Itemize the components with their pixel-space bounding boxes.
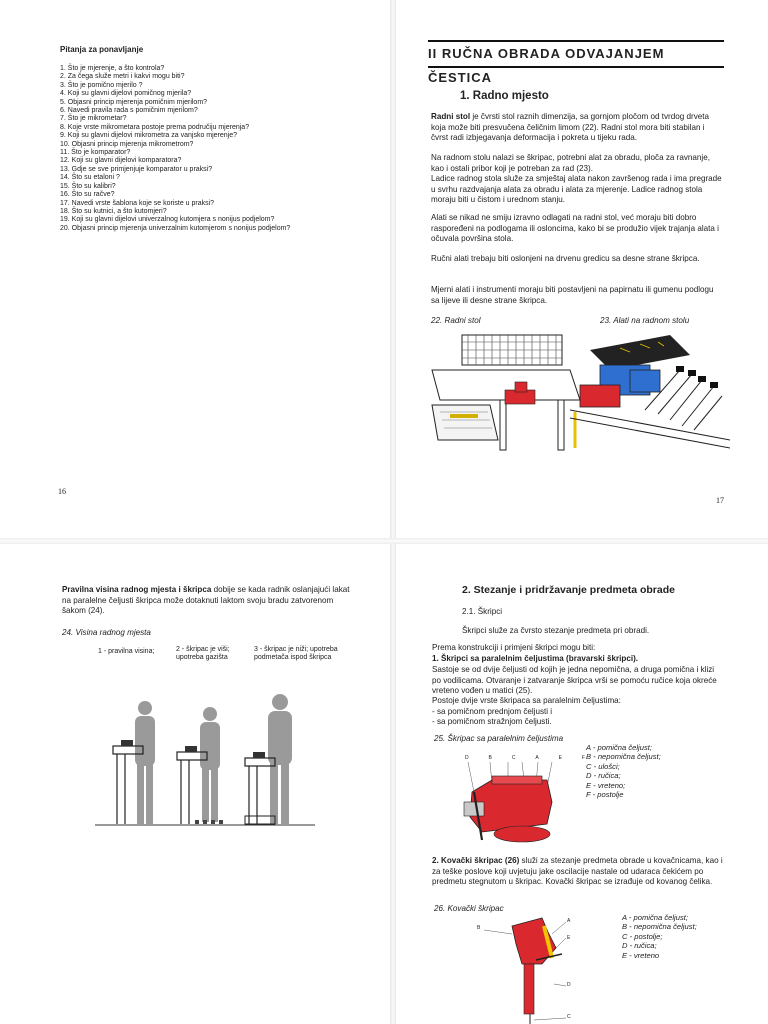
figure-25-letter: B [488,755,492,761]
figure-25-letter: D [465,755,469,761]
question-item: 17. Navedi vrste šablona koje se koriste u praksi? [60,199,215,207]
question-item: 18. Što su kutnici, a što kutomjeri? [60,207,167,215]
question-item: 11. Što je komparator? [60,149,131,157]
figure-24-label-3: 3 - škripac je niži; upotreba podmetača ispod škripca [254,646,338,662]
figure-23-caption: 23. Alati na radnom stolu [600,316,690,325]
question-item: 1. Što je mjerenje, a što kontrola? [60,65,165,72]
figure-26-letter-a: A [567,918,571,924]
figure-25-legend-item: D - ručica; [586,771,621,781]
figure-24-caption: 24. Visina radnog mjesta [62,628,151,637]
question-item: 6. Navedi pravila rada s pomičnim mjerilom? [60,107,198,115]
paragraph-konstrukcija: Prema konstrukciji i primjeni škripci mogu biti: [432,643,596,652]
figure-25-legend-item: A - pomična čeljust; [586,743,652,752]
paragraph-visina [62,585,356,617]
question-item: 19. Koji su glavni dijelovi univerzalnog kutomjera s nonijus podjelom? [60,216,275,224]
figure-25-letter: E [558,755,562,761]
paragraph-mjerni-alati: Mjerni alati i instrumenti moraju biti postavljeni na papirnatu ili gumenu podlogu sa lijeve ili desne strane škripca. [431,285,714,305]
paragraph-odlaganje: Alati se nikad ne smiju izravno odlagati na radni stol, već moraju biti dobro raspoređeni na podlogama ili osloncima, kako bi se produžio vijek trajanja alata i očuvala površina stola. [431,213,719,244]
section-title-radno-mjesto: 1. Radno mjesto [460,90,549,102]
figure-25-legend-item: B - nepomična čeljust; [586,752,661,762]
figure-26-legend-item: A - pomična čeljust; [622,913,688,922]
paragraph-na-stolu: Na radnom stolu nalazi se škripac, potrebni alat za obradu, ploča za ravnanje, kao i ostali pribor koji je potreban za rad (23). [431,153,710,173]
question-item: 9. Koji su glavni dijelovi mikrometra za vanjsko mjerenje? [60,132,238,140]
figure-26-letter-b: B [477,925,481,931]
option-straznja: - sa pomičnom stražnjom čeljusti. [432,717,552,726]
paragraph-skripci-sluze: Škripci služe za čvrsto stezanje predmeta pri obradi. [462,626,650,635]
item-paralelni-skripci: 1. Škripci sa paralelnim čeljustima (bravarski škripci). [432,654,639,663]
page-number-17: 17 [716,496,724,505]
figure-26-letter-c: C [567,1014,571,1020]
figure-26-legend-item: C - postolje; [622,931,663,941]
term-pravilna-visina: Pravilna visina radnog mjesta i škripca [62,585,212,594]
figure-25-caption: 25. Škripac sa paralelnim čeljustima [434,734,564,743]
question-item: 10. Objasni princip mjerenja mikrometrom? [60,140,194,148]
figure-25-legend-item: C - ulošci; [586,761,620,771]
page-fold-vertical [390,0,396,1024]
paragraph-paralelni-opis: Sastoje se od dvije čeljusti od kojih je jedna nepomična, a druga pomična i klizi po vodilicama. Otvaranje i zatvaranje škripca vrši se pomoću ručice koja okreće vreteno vođen u matici (25). [432,665,717,696]
chapter-title: II RUČNA OBRADA ODVAJANJEM ČESTICA [428,40,724,68]
figure-26-kovacki-skripac-illustration [472,914,582,1024]
figure-25-letter: A [535,755,539,761]
term-kovacki-skripac: 2. Kovački škripac (26) [432,856,520,865]
question-item: 4. Koji su glavni dijelovi pomičnog mjerila? [60,90,192,98]
figure-26-letter-d: D [567,982,571,988]
text-kovacki-skripac: služi za stezanje predmeta obrade u kovačnicama, kao i za teške poslove koji uvjetuju jake oscilacije nastale od udaraca čekićem po predmetu stegnutom u škripac. Kovački škripac se izrađuje od kovanog čelika. [432,856,723,887]
figure-25-legend [586,743,661,799]
page-fold-horizontal [0,538,768,544]
figure-25-letter: C [511,755,516,761]
question-item: 15. Što su kalibri? [60,182,116,190]
figure-24-label-2: 2 - škripac je viši; upotreba gazišta [176,646,230,662]
question-item: 13. Gdje se sve primjenjuje komparator u praksi? [60,165,213,173]
question-item: 5. Objasni princip mjerenja pomičnim mjerilom? [60,98,208,106]
figure-25-legend-item: F - postolje [586,790,624,800]
figure-26-caption: 26. Kovački škripac [434,904,504,913]
figure-26-legend-item: D - ručica; [622,941,657,951]
text-radni-stol: je čvrsti stol raznih dimenzija, sa gornjom pločom od tvrdog drveta koja može biti presvučena čeličnim limom (22). Radni stol mora biti stabilan i čvrst radi izbjegavanja deformacija i pokreta u tijeku rada. [431,112,709,143]
subsection-title-skripci: 2.1. Škripci [462,607,503,616]
question-item: 16. Što su račve? [60,191,115,199]
paragraph-ladice: Ladice radnog stola služe za smještaj alata nakon završenog rada i ima pregrade u svrhu razdvajanja alata za obradu i alata za mjerenje. Ladice radnog stola moraju biti u čistom i urednom stanju. [431,174,722,205]
page1-heading: Pitanja za ponavljanje [60,45,144,54]
option-prednja: - sa pomičnom prednjom čeljusti i [432,707,553,716]
figure-25-legend-item: E - vreteno; [586,780,626,790]
figure-26-legend-item: B - nepomična čeljust; [622,922,697,932]
paragraph-dvije-vrste: Postoje dvije vrste škripaca sa paralelnim čeljustima: [432,696,621,705]
paragraph-radni-stol [431,112,723,144]
questions-list [60,65,380,233]
paragraph-kovacki [432,856,724,888]
question-item: 3. Što je pomično mjerilo ? [60,81,143,89]
page-number-16: 16 [58,487,66,496]
paragraph-rucni-alati: Ručni alati trebaju biti oslonjeni na drvenu gredicu sa desne strane škripca. [431,254,700,263]
figure-26-legend [622,913,697,960]
text-pravilna-visina: dobije se kada radnik oslanjajući lakat na paralelne čeljusti škripca može dotaknuti laktom svoju bradu zatvorenom šakom (24). [62,585,350,616]
figure-22-23-workbench-illustration [430,330,730,455]
figure-25-letters [465,755,585,761]
figure-24-workers-illustration [95,690,315,830]
question-item: 7. Što je mikrometar? [60,115,127,123]
figure-25-vise-illustration [452,762,582,847]
question-item: 20. Objasni princip mjerenja univerzalnim kutomjerom s nonijus podjelom? [60,224,291,232]
question-item: 8. Koje vrste mikrometara postoje prema područiju mjerenja? [60,123,250,131]
section-title-stezanje: 2. Stezanje i pridržavanje predmeta obrade [462,584,675,596]
figure-24-label-1: 1 - pravilna visina; [98,648,155,655]
figure-26-legend-item: E - vreteno [622,950,660,960]
figure-26-letter-e: E [567,935,571,941]
term-radni-stol: Radni stol [431,112,471,121]
figure-25-letter: F [581,755,585,761]
question-item: 14. Što su etaloni ? [60,174,120,182]
question-item: 2. Za čega služe metri i kakvi mogu biti? [60,73,185,81]
figure-22-caption: 22. Radni stol [431,316,481,325]
question-item: 12. Koji su glavni dijelovi komparatora? [60,157,182,165]
